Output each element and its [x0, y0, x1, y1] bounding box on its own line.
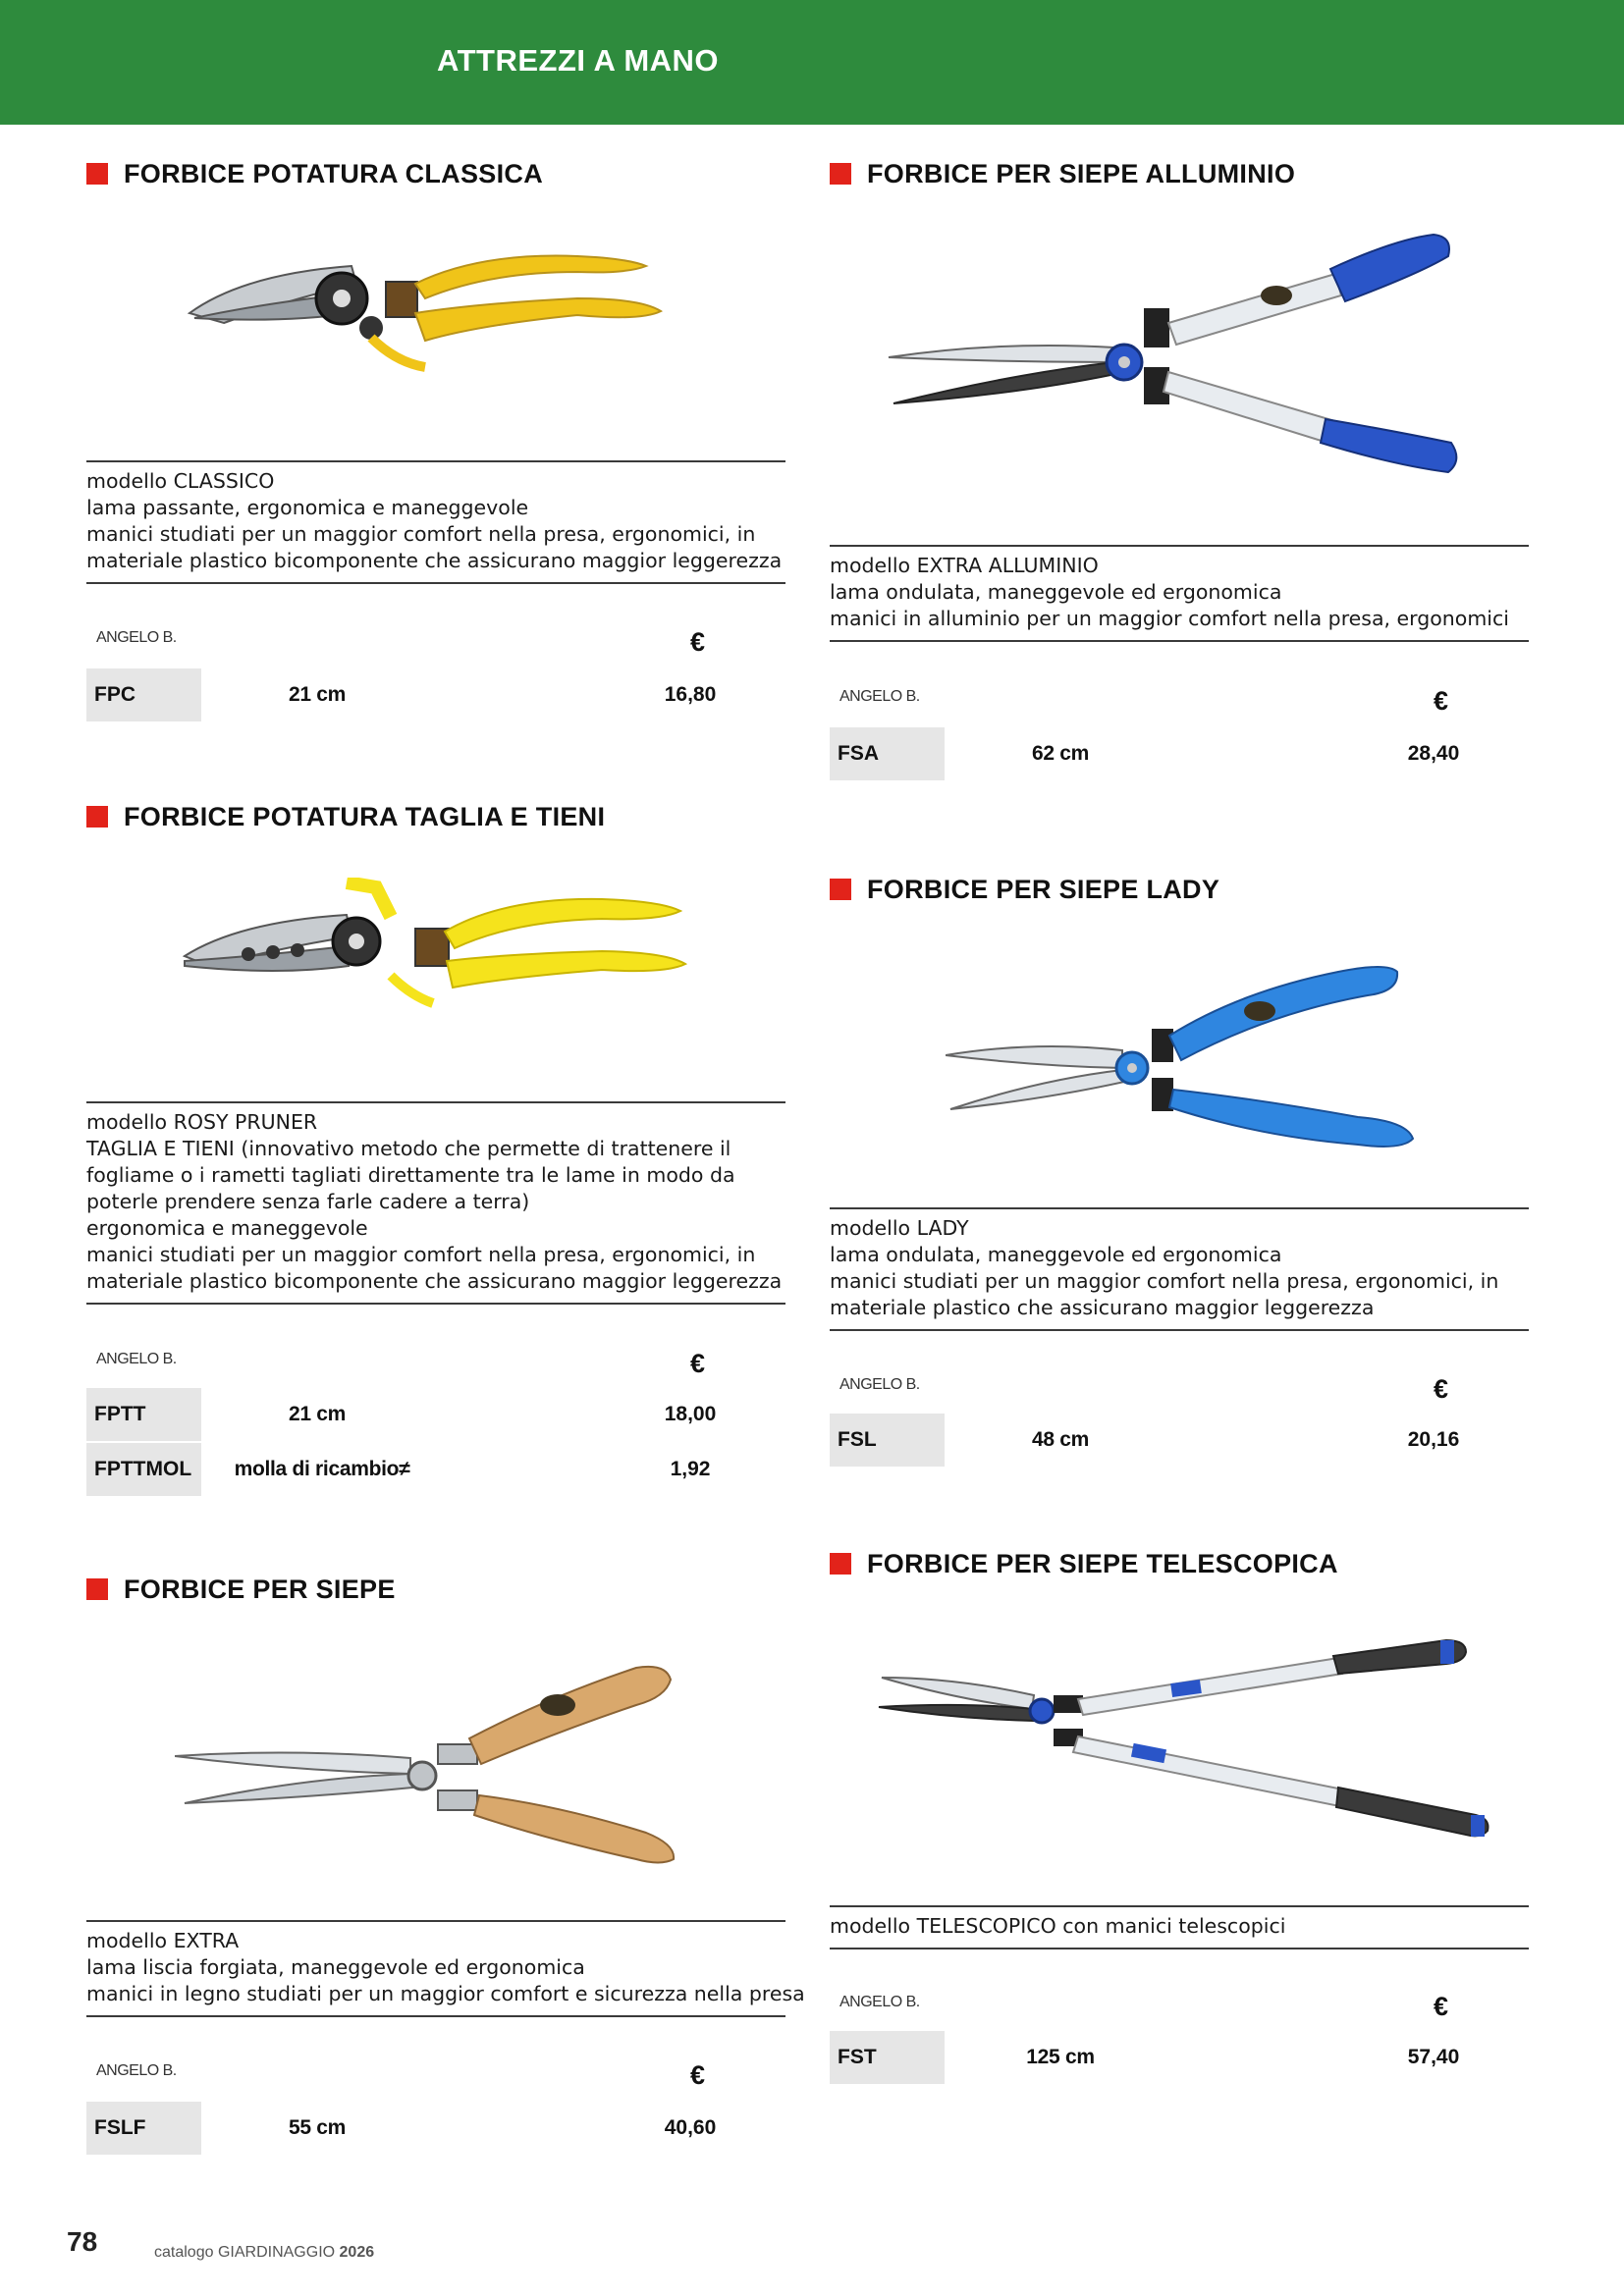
product-code: FST — [830, 2031, 945, 2084]
euro-symbol: € — [1434, 1992, 1449, 2021]
red-square-icon — [86, 1578, 108, 1600]
product-section-forbice-per-siepe-lady — [830, 872, 1529, 1470]
product-section-forbice-per-siepe — [86, 1572, 805, 2161]
product-image-hedge-shears — [175, 1658, 705, 1869]
red-square-icon — [830, 879, 851, 900]
product-code: FSA — [830, 727, 945, 780]
red-square-icon — [830, 163, 851, 185]
product-size: 21 cm — [288, 1403, 347, 1425]
euro-symbol: € — [690, 627, 706, 657]
page-number: 78 — [67, 2226, 98, 2257]
table-row — [830, 727, 1529, 780]
section-title: FORBICE PER SIEPE — [86, 1572, 396, 1607]
section-title: FORBICE POTATURA TAGLIA E TIENI — [86, 799, 605, 834]
red-square-icon — [86, 806, 108, 828]
product-description: modello EXTRA ALLUMINIO lama ondulata, maneggevole ed ergonomica manici in alluminio per un maggior comfort nella presa, ergonomici — [830, 545, 1529, 642]
product-description: modello LADY lama ondulata, maneggevole ed ergonomica manici studiati per un maggior comfort nella presa, ergonomici, in materiale plastico che assicurano maggior leggerezza — [830, 1207, 1529, 1331]
product-image-pruner — [185, 244, 676, 392]
product-price: 40,60 — [664, 2116, 717, 2139]
product-image-hedge-shears — [877, 1638, 1525, 1844]
product-code: FSL — [830, 1414, 945, 1467]
section-title: FORBICE PER SIEPE TELESCOPICA — [830, 1546, 1338, 1581]
product-price: 18,00 — [664, 1403, 717, 1425]
product-price: 1,92 — [670, 1458, 711, 1480]
table-row — [86, 668, 785, 721]
product-image-pruner — [180, 878, 690, 1025]
product-section-forbice-potatura-taglia-e-tieni — [86, 799, 785, 1506]
page-header — [0, 0, 1624, 125]
table-row — [86, 2102, 785, 2155]
euro-symbol: € — [690, 1349, 706, 1378]
table-row — [86, 1388, 785, 1441]
brand-logo: ANGELO B. — [839, 688, 920, 705]
product-description: modello TELESCOPICO con manici telescopici — [830, 1905, 1529, 1949]
product-price: 20,16 — [1407, 1428, 1460, 1451]
brand-logo: ANGELO B. — [96, 629, 177, 646]
red-square-icon — [830, 1553, 851, 1575]
euro-symbol: € — [690, 2060, 706, 2090]
catalog-footer: catalogo GIARDINAGGIO 2026 — [154, 2244, 375, 2261]
table-row — [830, 1414, 1529, 1467]
brand-logo: ANGELO B. — [839, 1994, 920, 2010]
section-title: FORBICE PER SIEPE LADY — [830, 872, 1219, 907]
product-section-forbice-per-siepe-telescopica — [830, 1546, 1529, 2145]
product-image-hedge-shears — [884, 225, 1483, 500]
product-size: 125 cm — [1026, 2046, 1095, 2068]
product-code: FSLF — [86, 2102, 201, 2155]
product-size: 55 cm — [288, 2116, 347, 2139]
product-price: 16,80 — [664, 683, 717, 706]
product-code: FPTT — [86, 1388, 201, 1441]
table-row — [830, 2031, 1529, 2084]
brand-logo: ANGELO B. — [96, 1351, 177, 1367]
product-section-forbice-potatura-classica — [86, 156, 785, 725]
table-row — [86, 1443, 785, 1496]
product-description: modello EXTRA lama liscia forgiata, maneggevole ed ergonomica manici in legno studiati per un maggior comfort e sicurezza nella presa — [86, 1920, 785, 2017]
euro-symbol: € — [1434, 1374, 1449, 1404]
product-description: modello CLASSICO lama passante, ergonomica e maneggevole manici studiati per un maggior comfort nella presa, ergonomici, in materiale plastico bicomponente che assicurano maggior leggerezza — [86, 460, 785, 584]
section-title: FORBICE PER SIEPE ALLUMINIO — [830, 156, 1295, 191]
product-code: FPC — [86, 668, 201, 721]
product-price: 28,40 — [1407, 742, 1460, 765]
product-price: 57,40 — [1407, 2046, 1460, 2068]
product-image-hedge-shears — [946, 952, 1436, 1158]
product-size: 48 cm — [1031, 1428, 1090, 1451]
product-section-forbice-per-siepe-alluminio — [830, 156, 1529, 784]
euro-symbol: € — [1434, 686, 1449, 716]
product-code: FPTTMOL — [86, 1443, 201, 1496]
product-size: 62 cm — [1031, 742, 1090, 765]
section-title: FORBICE POTATURA CLASSICA — [86, 156, 543, 191]
brand-logo: ANGELO B. — [96, 2062, 177, 2079]
header-title: ATTREZZI A MANO — [437, 43, 720, 78]
product-size: 21 cm — [288, 683, 347, 706]
product-size: molla di ricambio≠ — [234, 1458, 410, 1480]
brand-logo: ANGELO B. — [839, 1376, 920, 1393]
red-square-icon — [86, 163, 108, 185]
product-description: modello ROSY PRUNER TAGLIA E TIENI (innovativo metodo che permette di trattenere il fogliame o i rametti tagliati direttamente tra le lame in modo da poterle prendere senza farle cadere a terra) ergonomica e maneggevole manici studiati per un maggior comfort nella presa, ergonomici, in materiale plastico bicomponente che assicurano maggior leggerezza — [86, 1101, 785, 1305]
